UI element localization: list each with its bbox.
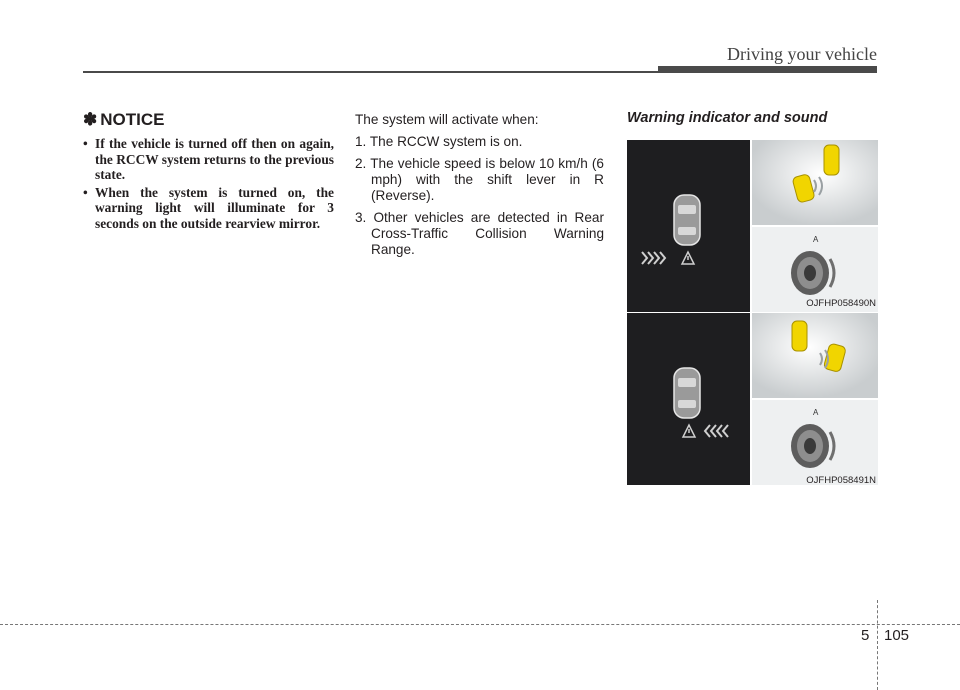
notice-item: • When the system is turned on, the warning light will illuminate for 3 seconds on the outside rearview mirror. xyxy=(83,184,334,231)
activation-list xyxy=(355,134,604,258)
notice-item-text: If the vehicle is turned off then on again, the RCCW system returns to the previous state. xyxy=(95,136,334,182)
speaker-icon xyxy=(791,424,834,468)
callout-a: A xyxy=(813,235,819,244)
mirror-display-graphic xyxy=(627,313,750,485)
warning-triangle-icon xyxy=(683,425,695,437)
notice-item: • If the vehicle is turned off then on again, the RCCW system returns to the previous state. xyxy=(83,136,334,182)
chapter-number: 5 xyxy=(861,627,870,644)
figure-warning-left xyxy=(627,313,878,485)
mirror-display-panel xyxy=(627,313,750,485)
figure-code: OJFHP058490N xyxy=(806,298,876,309)
header-section-title: Driving your vehicle xyxy=(727,44,877,64)
figure-code: OJFHP058491N xyxy=(806,475,876,486)
footer-rule xyxy=(0,624,960,625)
header-rule-accent xyxy=(658,66,877,73)
chevrons-left-icon xyxy=(705,425,728,437)
own-car-icon xyxy=(792,321,807,351)
notice-heading-text: NOTICE xyxy=(100,110,165,129)
footer-divider xyxy=(877,600,878,690)
star-cross-icon: ✽ xyxy=(83,110,98,129)
activation-intro: The system will activate when: xyxy=(355,112,539,127)
notice-heading xyxy=(83,110,334,130)
activation-section xyxy=(355,112,604,264)
warning-heading: Warning indicator and sound xyxy=(627,110,828,126)
car-icon xyxy=(674,368,700,418)
page-number: 105 xyxy=(884,627,910,644)
car-icon xyxy=(674,195,700,245)
callout-a: A xyxy=(813,408,819,417)
figure-warning-right xyxy=(627,140,878,312)
traffic-illustration xyxy=(752,313,878,398)
mirror-display-graphic xyxy=(627,140,750,312)
traffic-illustration xyxy=(752,140,878,225)
notice-list xyxy=(83,136,334,231)
mirror-display-panel xyxy=(627,140,750,312)
activation-step: 2. The vehicle speed is below 10 km/h (6 mph) with the shift lever in R (Reverse). xyxy=(355,156,604,203)
notice-box xyxy=(83,110,334,233)
warning-triangle-icon xyxy=(682,252,694,264)
notice-item-text: When the system is turned on, the warning light will illuminate for 3 seconds on the outside rearview mirror. xyxy=(95,184,334,231)
speaker-illustration xyxy=(752,400,878,485)
header-rule xyxy=(83,71,660,73)
speaker-icon xyxy=(791,251,834,295)
chevrons-right-icon xyxy=(642,252,665,264)
crossing-car-icon xyxy=(824,145,839,175)
activation-step: 3. Other vehicles are detected in Rear Cross-Traffic Collision Warning Range. xyxy=(355,210,604,257)
activation-step: 1. The RCCW system is on. xyxy=(355,134,523,149)
